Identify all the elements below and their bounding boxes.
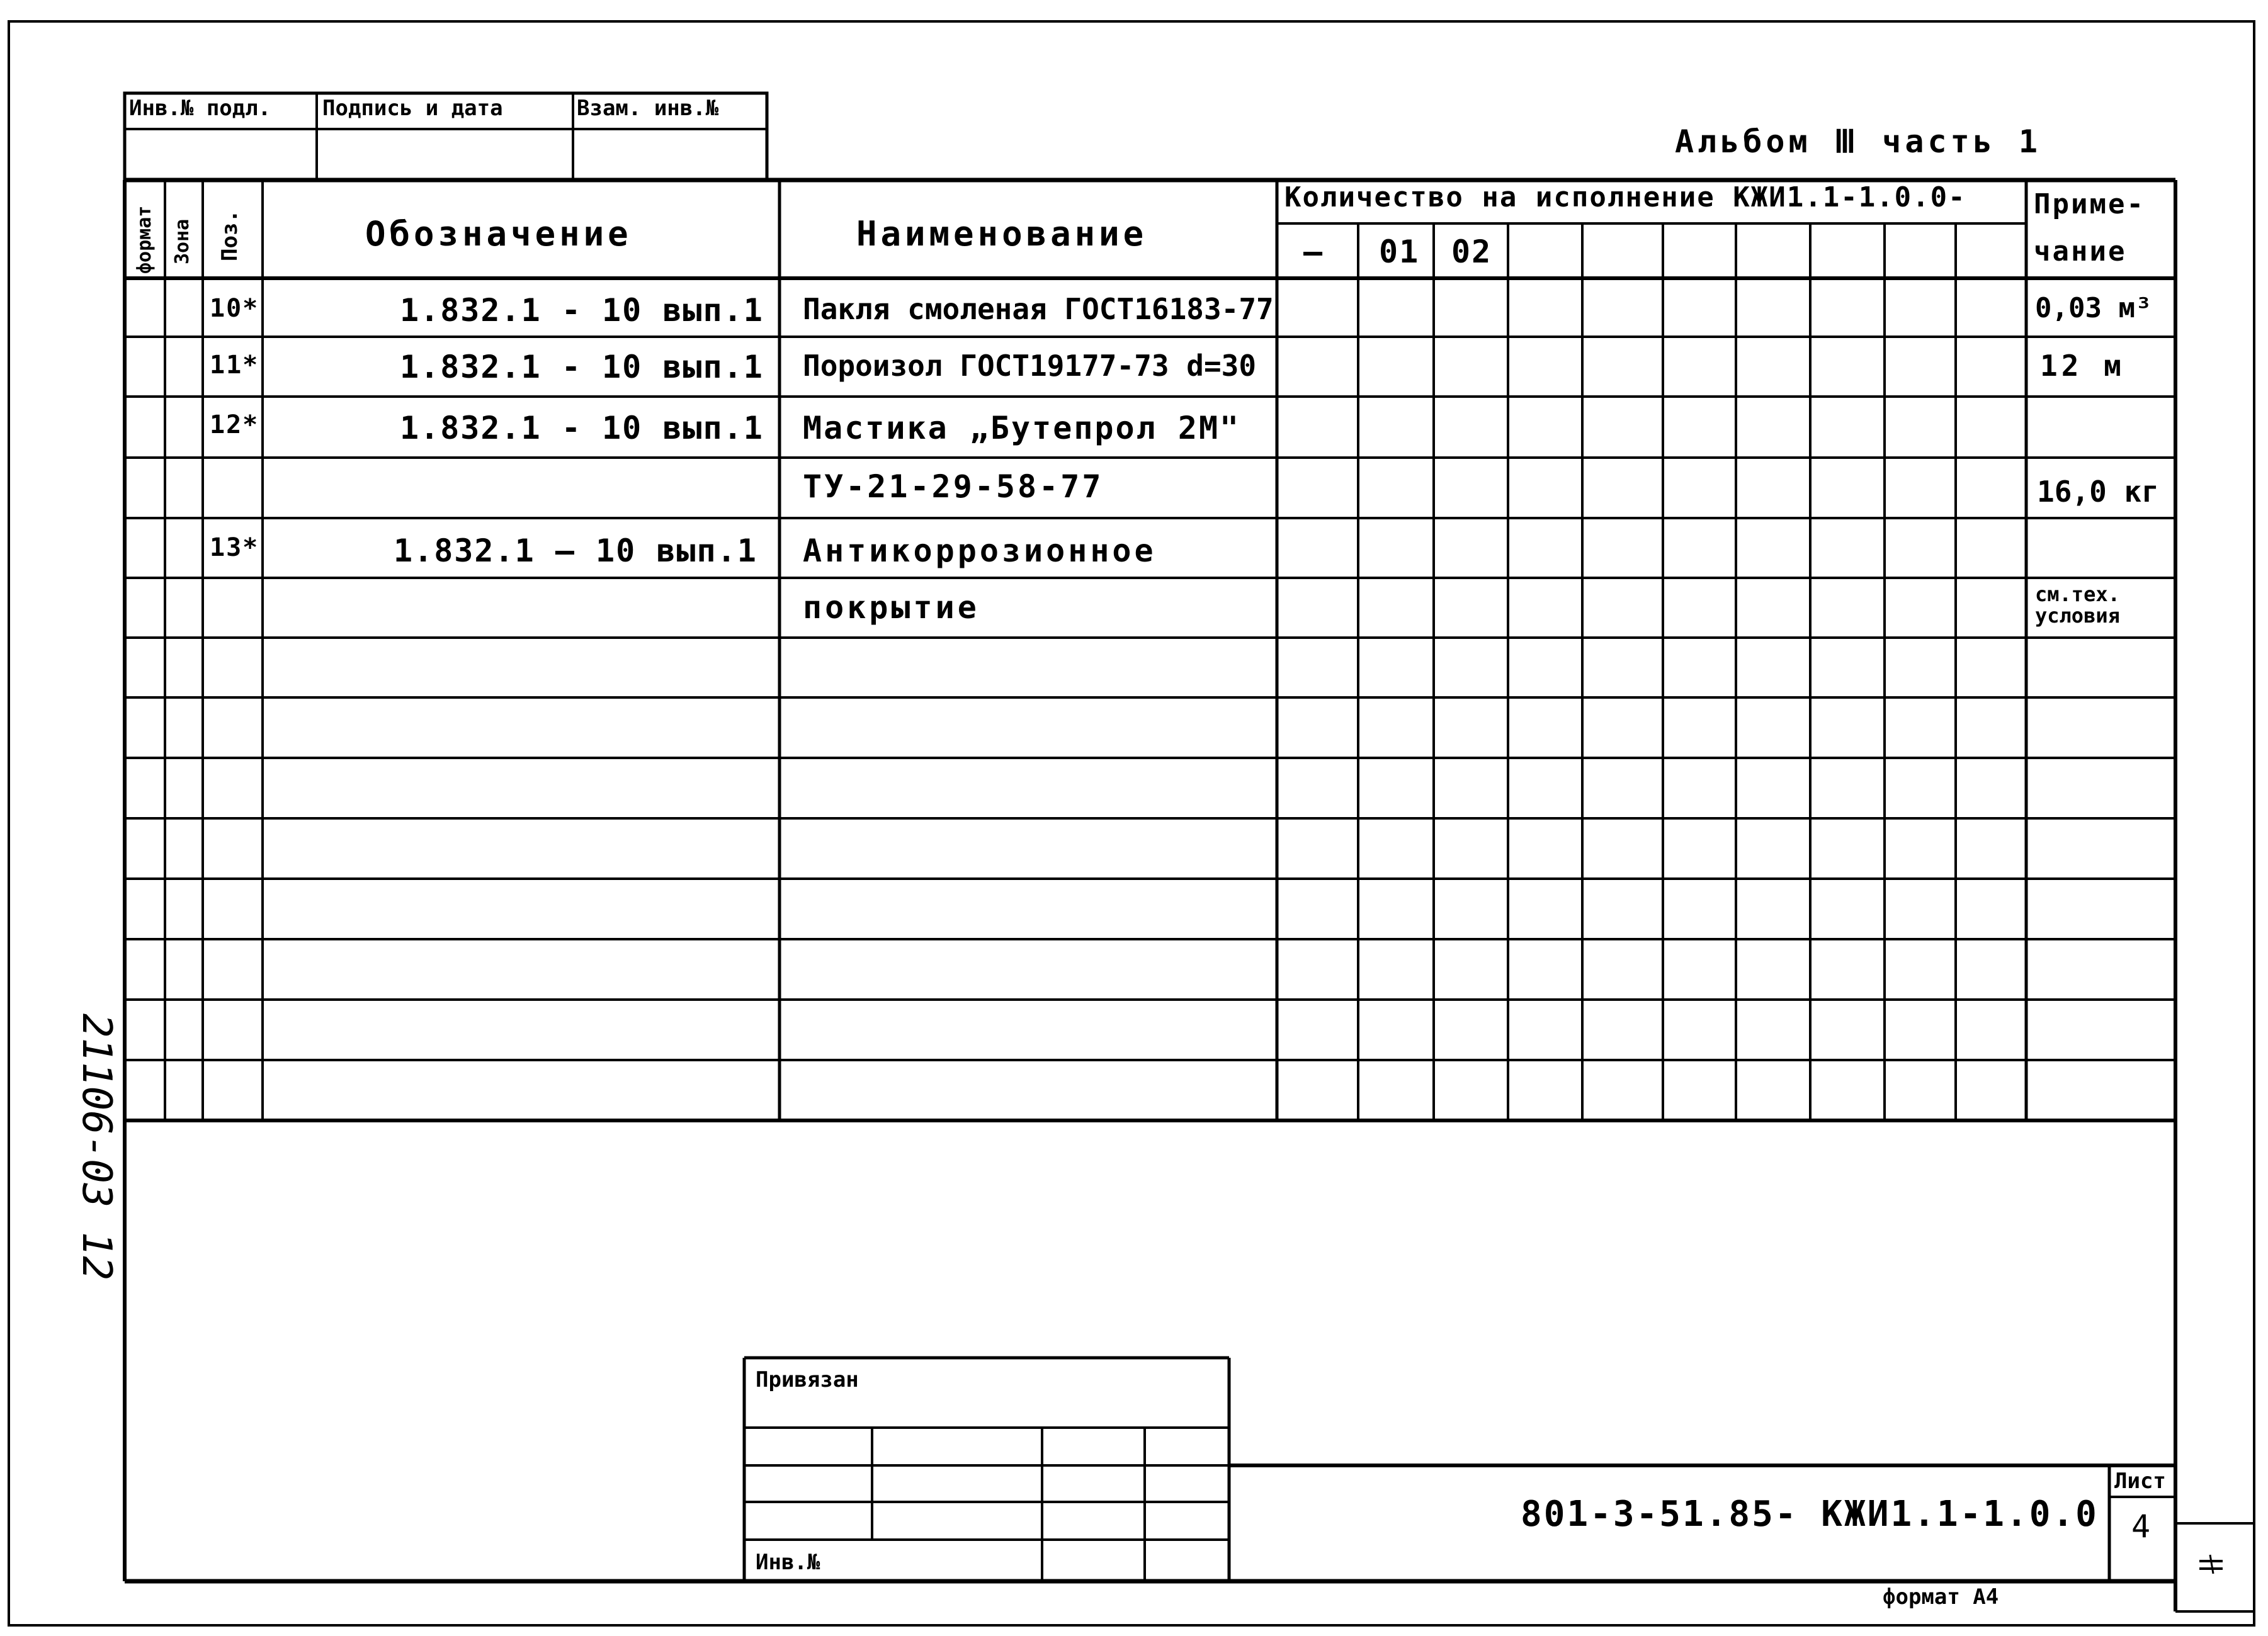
row-3-poz: 12* <box>210 410 259 439</box>
row-6-name: покрытие <box>803 589 980 626</box>
row-5-name: Антикоррозионное <box>803 533 1157 569</box>
row-1-name: Пакля смоленая ГОСТ16183-77 <box>803 292 1274 326</box>
document-code: 801-3-51.85- КЖИ1.1-1.0.0 <box>1521 1494 2099 1535</box>
header-col-01: 01 <box>1379 234 1420 270</box>
row-3-oboz: 1.832.1 - 10 вып.1 <box>400 410 764 446</box>
row-1-poz: 10* <box>210 294 259 323</box>
header-oboznachenie: Обозначение <box>365 214 632 254</box>
stamp-vzam: Взам. инв.№ <box>577 96 719 121</box>
header-primechanie-1: Приме- <box>2034 188 2145 220</box>
row-6-prim: см.тех. условия <box>2035 582 2120 628</box>
header-primechanie-2: чание <box>2034 235 2127 268</box>
side-archive-number: 21106-03 12 <box>73 1013 120 1280</box>
header-kolichestvo: Количество на исполнение КЖИ1.1-1.0.0- <box>1284 181 1966 213</box>
row-4-prim: 16,0 кг <box>2037 475 2159 509</box>
header-naimenovanie: Наименование <box>856 214 1148 254</box>
privyazan-label: Привязан <box>756 1367 859 1392</box>
row-1-prim: 0,03 м³ <box>2035 292 2152 324</box>
row-3-name: Мастика „Бутепрол 2М" <box>803 410 1241 446</box>
list-label: Лист <box>2114 1469 2166 1494</box>
header-format: формат <box>133 205 156 274</box>
row-5-oboz: 1.832.1 — 10 вып.1 <box>394 533 757 569</box>
header-col-dash: — <box>1303 234 1324 270</box>
row-2-oboz: 1.832.1 - 10 вып.1 <box>400 349 764 385</box>
row-2-poz: 11* <box>210 351 259 380</box>
header-zona: Зона <box>171 218 193 264</box>
inv-no-label: Инв.№ <box>756 1550 820 1575</box>
row-2-prim: 12 м <box>2040 349 2125 383</box>
album-title: Альбом Ⅲ часть 1 <box>1675 123 2042 160</box>
list-number: 4 <box>2131 1508 2151 1545</box>
row-1-oboz: 1.832.1 - 10 вып.1 <box>400 292 764 329</box>
row-4-name: ТУ-21-29-58-77 <box>803 468 1104 505</box>
stamp-podpis: Подпись и дата <box>322 96 503 121</box>
header-col-02: 02 <box>1451 234 1492 270</box>
row-5-poz: 13* <box>210 533 259 562</box>
header-poz: Поз. <box>217 210 242 261</box>
stamp-inv-podl: Инв.№ подл. <box>129 96 271 121</box>
row-2-name: Пороизол ГОСТ19177-73 d=30 <box>803 349 1257 383</box>
format-label: формат А4 <box>1883 1584 1999 1610</box>
